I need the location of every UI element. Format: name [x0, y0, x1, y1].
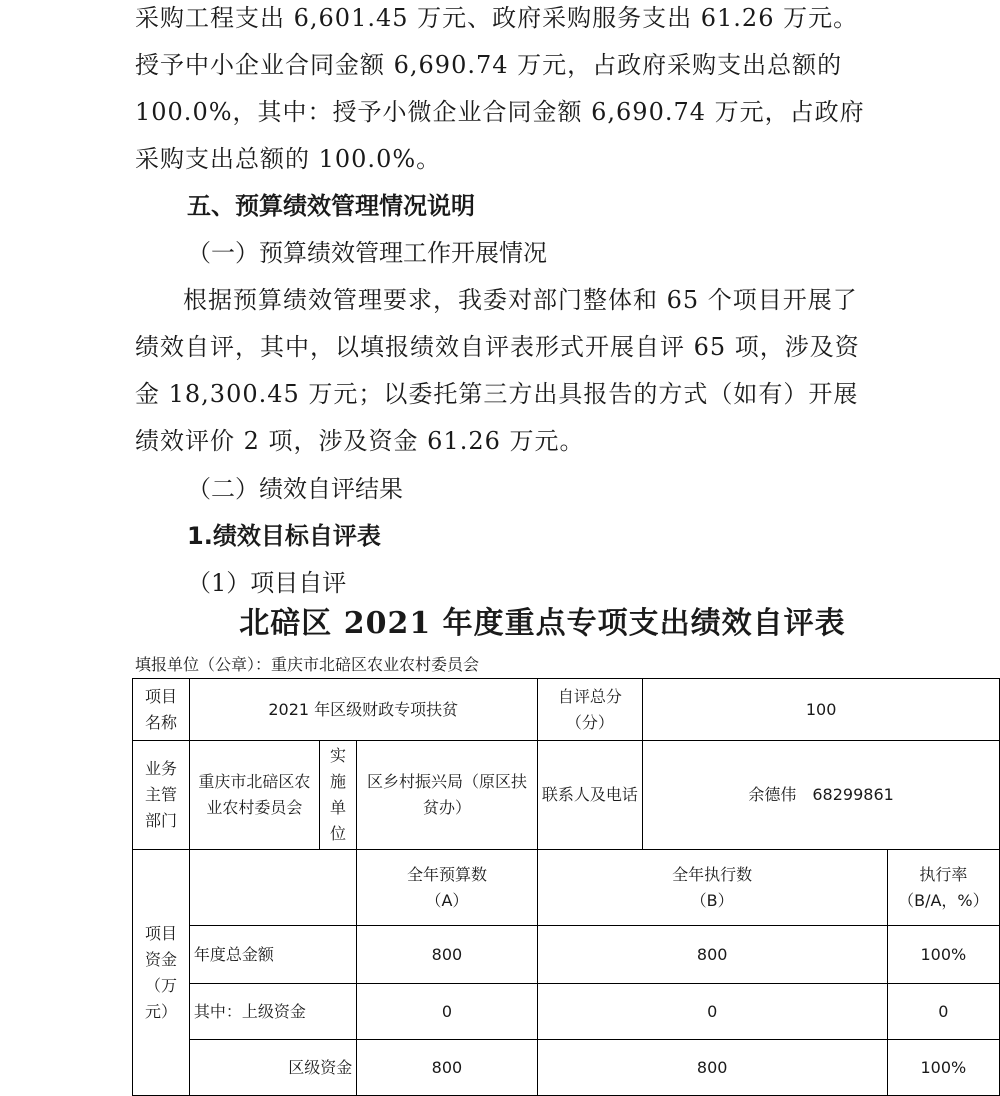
- project-name-value: 2021 年区级财政专项扶贫: [189, 679, 537, 741]
- paragraph-procurement: 采购工程支出 6,601.45 万元、政府采购服务支出 61.26 万元。: [135, 4, 859, 32]
- project-name-label: 项目名称: [133, 679, 190, 741]
- table-title: 北碚区 2021 年度重点专项支出绩效自评表: [239, 606, 846, 641]
- impl-label: 实施单位: [319, 741, 357, 850]
- row-budget: 0: [357, 984, 537, 1040]
- row-label: 其中：上级资金: [189, 984, 356, 1040]
- evaluation-table: [132, 678, 1000, 1096]
- subsection-heading-1: （一）预算绩效管理工作开展情况: [187, 239, 547, 267]
- score-value: 100: [643, 679, 1000, 741]
- contact-value: 余德伟 68299861: [643, 741, 1000, 850]
- contact-label: 联系人及电话: [537, 741, 643, 850]
- row-label: 年度总金额: [189, 926, 356, 984]
- col-actual-header: 全年执行数 （B）: [537, 850, 887, 926]
- item-heading-1-1: （1）项目自评: [187, 569, 347, 597]
- col-rate-header: 执行率 （B/A，%）: [887, 850, 999, 926]
- paragraph-performance: 根据预算绩效管理要求，我委对部门整体和 65 个项目开展了绩效自评，其中，以填报绩效自评表形式开展自评 65 项，涉及资金 18,300.45 万元；以委托第三方出具报告的方式（如有）开展绩效评价 2 项，涉及资金 61.26 万元。: [135, 286, 860, 455]
- row-rate: 100%: [887, 926, 999, 984]
- table-row: [133, 984, 1000, 1040]
- section-heading-5: 五、预算绩效管理情况说明: [187, 192, 475, 220]
- row-budget: 800: [357, 926, 537, 984]
- dept-label: 业务主管部门: [133, 741, 190, 850]
- row-budget: 800: [357, 1040, 537, 1096]
- paragraph-sme-contracts: 授予中小企业合同金额 6,690.74 万元，占政府采购支出总额的 100.0%，其中：授予小微企业合同金额 6,690.74 万元，占政府采购支出总额的 100.0%。: [135, 51, 865, 173]
- fill-unit-label: 填报单位（公章）：重庆市北碚区农业农村委员会: [135, 655, 480, 674]
- row-actual: 800: [537, 1040, 887, 1096]
- funds-label: 项目资金（万元）: [133, 850, 190, 1096]
- table-row: [133, 1040, 1000, 1096]
- dept-value: 重庆市北碚区农业农村委员会: [189, 741, 319, 850]
- item-heading-1: 1.绩效目标自评表: [187, 522, 381, 550]
- subsection-heading-2: （二）绩效自评结果: [187, 475, 403, 503]
- row-actual: 0: [537, 984, 887, 1040]
- table-row: [133, 926, 1000, 984]
- score-label: 自评总分（分）: [537, 679, 643, 741]
- row-actual: 800: [537, 926, 887, 984]
- header-blank: [189, 850, 356, 926]
- impl-value: 区乡村振兴局（原区扶贫办）: [357, 741, 537, 850]
- row-rate: 0: [887, 984, 999, 1040]
- row-label: 区级资金: [189, 1040, 356, 1096]
- row-rate: 100%: [887, 1040, 999, 1096]
- col-budget-header: 全年预算数 （A）: [357, 850, 537, 926]
